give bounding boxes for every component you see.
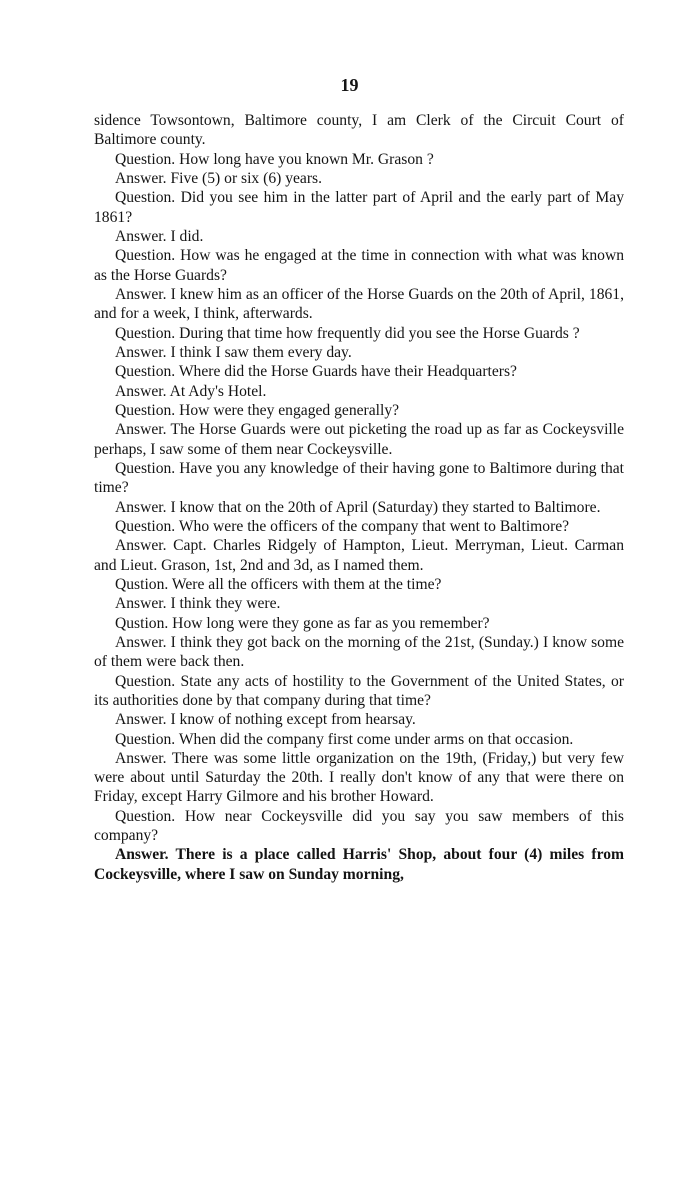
paragraph-answer: Answer. I think I saw them every day. (115, 343, 352, 361)
paragraph-question: Qustion. Were all the officers with them at the time? (115, 575, 442, 593)
paragraph-question: Qustion. How long were they gone as far as you remember? (115, 614, 490, 632)
paragraph-answer: Answer. I did. (115, 227, 204, 245)
testimony-text (94, 111, 624, 884)
paragraph-question: Question. Did you see him in the latter part of April and the early part of May 1861? (94, 189, 624, 226)
paragraph-continuation: sidence Towsontown, Baltimore county, I am Clerk of the Circuit Court of Baltimore county. (94, 112, 624, 149)
paragraph-answer: Answer. I think they were. (115, 595, 281, 613)
paragraph-answer: Answer. Capt. Charles Ridgely of Hampton, Lieut. Merryman, Lieut. Carman and Lieut. Grason, 1st, 2nd and 3d, as I named them. (94, 537, 624, 574)
paragraph-question: Question. Have you any knowledge of their having gone to Baltimore during that time? (94, 459, 624, 497)
paragraph-question: Question. State any acts of hostility to the Government of the United States, or its authorities done by that company during that time? (94, 672, 624, 709)
paragraph-question: Question. During that time how frequently did you see the Horse Guards ? (115, 324, 580, 342)
paragraph-answer: Answer. I knew him as an officer of the Horse Guards on the 20th of April, 1861, and for a week, I think, afterwards. (94, 285, 624, 323)
paragraph-question: Question. When did the company first come under arms on that occasion. (115, 730, 574, 748)
paragraph-question: Question. How near Cockeysville did you say you saw members of this company? (94, 807, 624, 845)
paragraph-answer: Answer. I know of nothing except from hearsay. (115, 711, 416, 729)
page-number: 19 (340, 75, 359, 95)
paragraph-answer: Answer. Five (5) or six (6) years. (115, 169, 323, 187)
paragraph-answer: Answer. There is a place called Harris' Shop, about four (4) miles from Cockeysville, where I saw on Sunday morning, (94, 846, 624, 883)
paragraph-question: Question. How long have you known Mr. Grason ? (115, 150, 434, 168)
paragraph-answer: Answer. At Ady's Hotel. (115, 382, 267, 400)
paragraph-answer: Answer. The Horse Guards were out picketing the road up as far as Cockeysville perhaps, I saw some of them near Cockeysville. (94, 421, 624, 458)
paragraph-question: Question. Who were the officers of the company that went to Baltimore? (115, 517, 570, 535)
paragraph-answer: Answer. There was some little organization on the 19th, (Friday,) but very few were about until Saturday the 20th. I really don't know of any that were there on Friday, except Harry Gilmore and his brother Howard. (94, 749, 624, 806)
paragraph-question: Question. How was he engaged at the time in connection with what was known as the Horse Guards? (94, 247, 624, 284)
paragraph-answer: Answer. I know that on the 20th of April (Saturday) they started to Baltimore. (115, 498, 601, 516)
paragraph-question: Question. Where did the Horse Guards have their Headquarters? (115, 363, 517, 381)
paragraph-question: Question. How were they engaged generally? (115, 401, 400, 419)
paragraph-answer: Answer. I think they got back on the morning of the 21st, (Sunday.) I know some of them were back then. (94, 633, 624, 671)
